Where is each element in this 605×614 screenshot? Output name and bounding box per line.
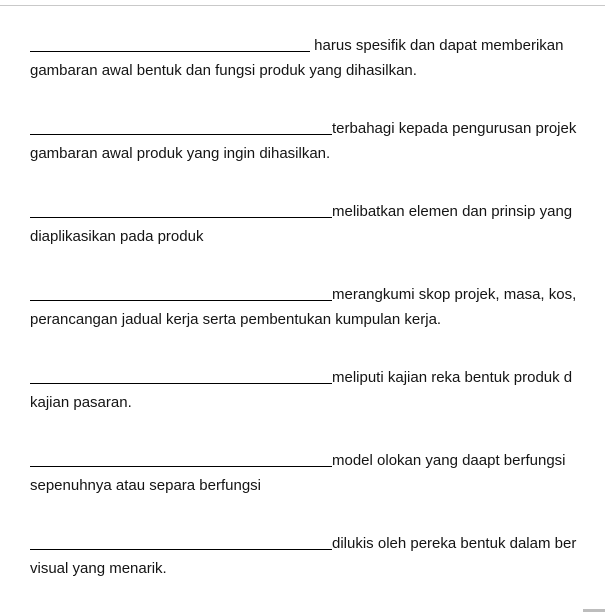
fill-blank-item-2 <box>30 116 605 166</box>
prompt-line1: merangkumi skop projek, masa, kos, <box>332 286 577 303</box>
fill-blank-item-5 <box>30 365 605 415</box>
prompt-line1: model olokan yang daapt berfungsi <box>332 452 566 469</box>
answer-blank[interactable] <box>30 370 332 384</box>
prompt-line2: kajian pasaran. <box>30 394 132 411</box>
prompt-line2: gambaran awal produk yang ingin dihasilkan. <box>30 145 331 162</box>
prompt-line1: melibatkan elemen dan prinsip yang <box>332 203 573 220</box>
fill-blank-item-4 <box>30 282 605 332</box>
page-top-border <box>0 5 605 6</box>
prompt-line2: diaplikasikan pada produk <box>30 228 204 245</box>
prompt-line1: terbahagi kepada pengurusan projek <box>332 120 577 137</box>
prompt-line2: sepenuhnya atau separa berfungsi <box>30 477 262 494</box>
prompt-line1: harus spesifik dan dapat memberikan <box>310 37 564 54</box>
fill-blank-item-6 <box>30 448 605 498</box>
prompt-line2: perancangan jadual kerja serta pembentukan kumpulan kerja. <box>30 311 442 328</box>
prompt-line1: dilukis oleh pereka bentuk dalam ber <box>332 535 577 552</box>
answer-blank[interactable] <box>30 121 332 135</box>
prompt-line2: gambaran awal bentuk dan fungsi produk yang dihasilkan. <box>30 62 417 79</box>
prompt-line2: visual yang menarik. <box>30 560 167 577</box>
page-bottom-edge-mark <box>583 609 605 612</box>
fill-blank-item-1 <box>30 33 605 83</box>
prompt-line1: meliputi kajian reka bentuk produk d <box>332 369 573 386</box>
fill-blank-item-7 <box>30 531 605 581</box>
fill-blank-item-3 <box>30 199 605 249</box>
answer-blank[interactable] <box>30 38 310 52</box>
answer-blank[interactable] <box>30 453 332 467</box>
answer-blank[interactable] <box>30 536 332 550</box>
answer-blank[interactable] <box>30 204 332 218</box>
answer-blank[interactable] <box>30 287 332 301</box>
